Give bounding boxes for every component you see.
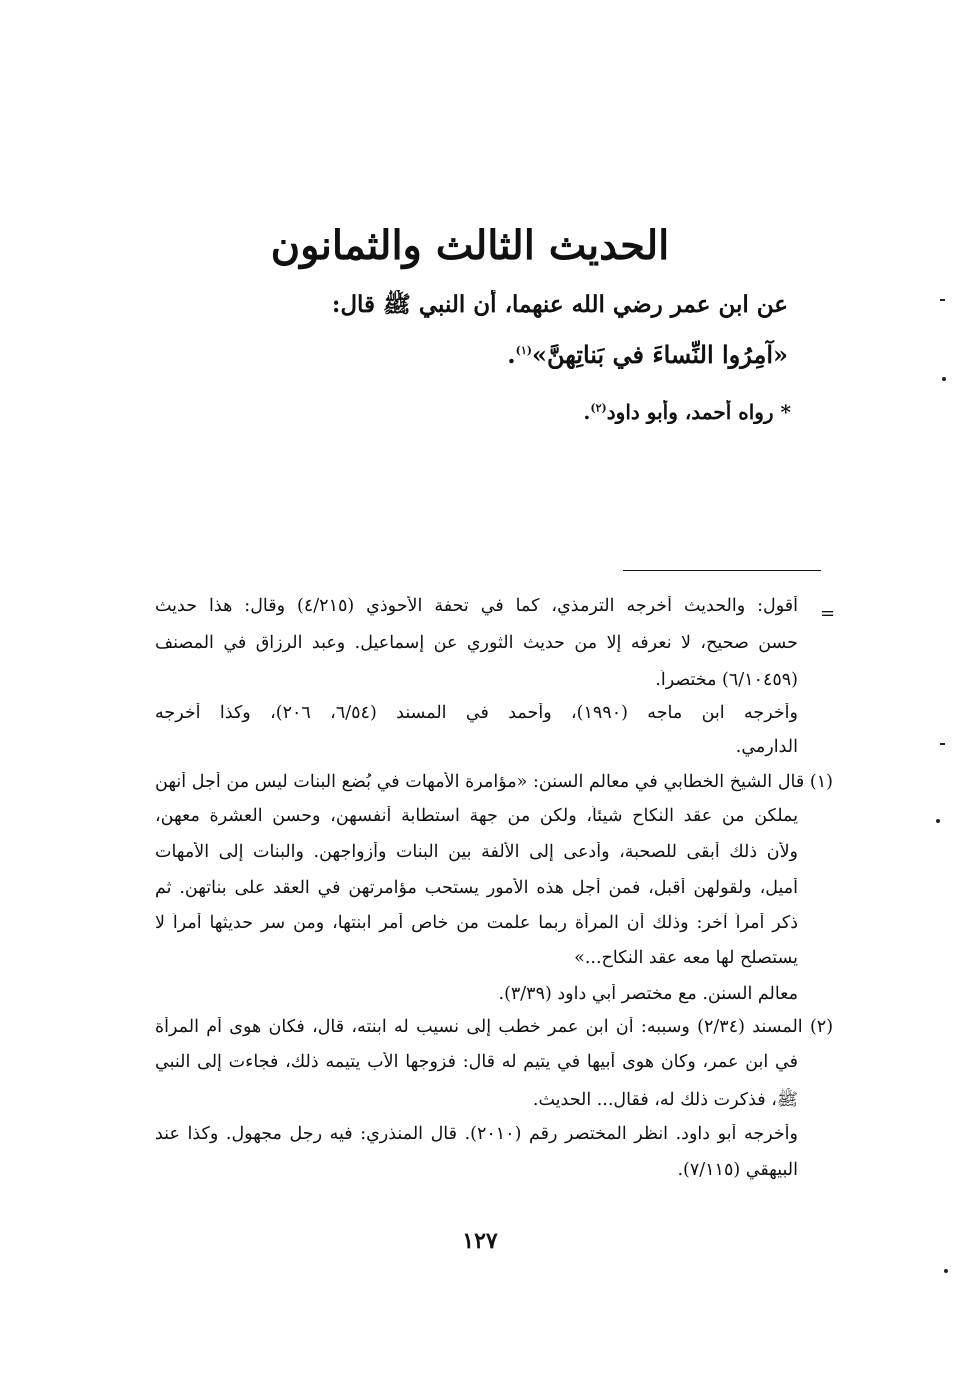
scan-speck [942, 377, 946, 381]
footnote-1-line: يستصلح لها معه عقد النكاح...» [574, 948, 798, 968]
footnote-1-line: ذكر أمراً آخر: وذلك أن المرأة ربما علمت من خاص أمر ابنتها، ومن سر حديثها أمراً لا [155, 913, 798, 933]
footnote-line: (٦/١٠٤٥٩) مختصراً. [655, 670, 798, 690]
footnote-line: أقول: والحديث أخرجه الترمذي، كما في تحفة الأحوذي (٤/٢١٥) وقال: هذا حديث [155, 596, 798, 616]
footnote-2-line: (٢) المسند (٢/٣٤) وسببه: أن ابن عمر خطب إلى نسيب له ابنته، قال، فكان هوى أم المرأة [155, 1017, 833, 1037]
scan-speck [936, 819, 940, 823]
footnote-1-line: معالم السنن. مع مختصر أبي داود (٣/٣٩). [498, 984, 798, 1004]
scan-speck [944, 1269, 948, 1273]
footnote-line: وأخرجه ابن ماجه (١٩٩٠)، وأحمد في المسند (٦/٥٤، ٢٠٦)، وكذا أخرجه [155, 703, 798, 723]
narration-line [150, 400, 791, 424]
continuation-marker: = [820, 603, 836, 624]
footnote-1-line: ولأن ذلك أبقى للصحبة، وأدعى إلى الألفة بين البنات وأزواجهن. والبنات إلى الأمهات [155, 842, 798, 862]
footnote-ref-2[interactable]: (٢) [590, 401, 607, 415]
footnote-2-line: البيهقي (٧/١١٥). [677, 1160, 798, 1180]
footnote-1-line: (١) قال الشيخ الخطابي في معالم السنن: «مؤامرة الأمهات في بُضع البنات ليس من أجل أنهن [155, 772, 833, 792]
footnote-line: الدارمي. [735, 737, 798, 757]
narration-end: . [583, 400, 591, 424]
page-number: ١٢٧ [462, 1228, 498, 1254]
footnote-2-line: في ابن عمر، وكان هوى أبيها في يتيم له قال: فزوجها الأب يتيمه ذلك، فجاءت إلى النبي [155, 1052, 798, 1072]
footnote-separator [623, 570, 821, 571]
chapter-title: الحديث الثالث والثمانون [270, 222, 670, 269]
footnote-ref-1[interactable]: (١) [515, 344, 532, 357]
hadith-text-line [150, 340, 788, 369]
hadith-intro: عن ابن عمر رضي الله عنهما، أن النبي ﷺ قال: [331, 291, 788, 318]
footnote-2-line: وأخرجه أبو داود. انظر المختصر رقم (٢٠١٠). قال المنذري: فيه رجل مجهول. وكذا عند [155, 1124, 798, 1144]
footnote-1-line: أميل، ولقولهن أقبل، فمن أجل هذه الأمور يستحب مؤامرتهن في العقد على بناتهن. ثم [155, 878, 798, 898]
hadith-text: «آمِرُوا النِّساءَ في بَناتِهِنَّ» [531, 340, 788, 369]
scan-mark [940, 743, 945, 745]
footnote-2-line: ﷺ، فذكرت ذلك له، فقال... الحديث. [532, 1090, 798, 1110]
hadith-end: . [507, 340, 516, 369]
footnote-1-line: يملكن من عقد النكاح شيئاً، ولكن من جهة استطابة أنفسهن، وحسن العشرة معهن، [155, 806, 798, 826]
footnote-line: حسن صحيح، لا نعرفه إلا من حديث الثوري عن إسماعيل. وعبد الرزاق في المصنف [155, 633, 798, 653]
narration: * رواه أحمد، وأبو داود [606, 400, 791, 424]
scan-mark [940, 299, 945, 301]
